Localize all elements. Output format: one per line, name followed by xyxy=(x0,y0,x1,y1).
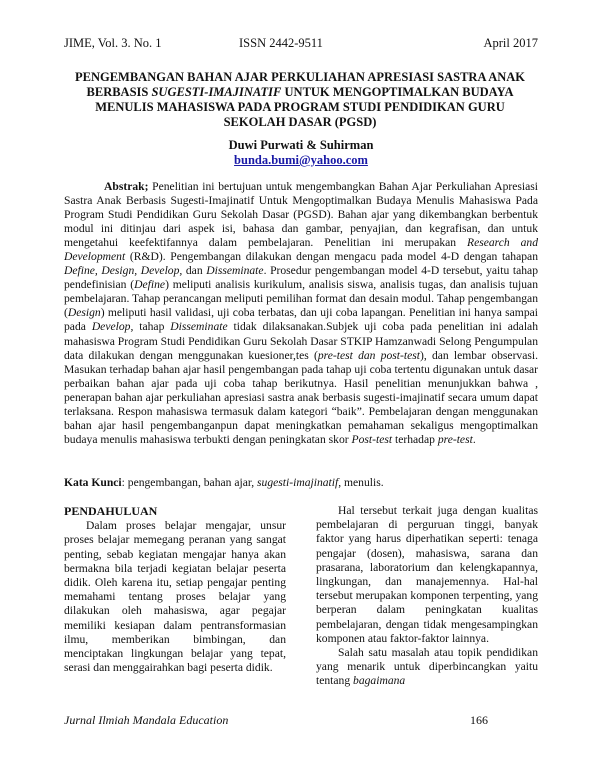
abstract-text: terhadap xyxy=(392,432,438,446)
abstract-italic: pre-test xyxy=(437,432,473,446)
abstract-text: tidak dilaksanakan.Subjek uji coba pada penelitian ini adalah mahasiswa Program Studi Pendidikan Guru Sekolah Dasar STKIP Hamzanwadi Selong Pengumpulan data dilakukan dengan menggunakan kuesioner,tes ( xyxy=(64,320,538,362)
intro-paragraph: Dalam proses belajar mengajar, unsur proses belajar memegang peranan yang sangat penting, sebab kegiatan mengajar hanya akan bermakna bila terjadi kegiatan belajar peserta didik. Oleh karena itu, setiap pengajar penting memahami tentang proses belajar yang dilakukan oleh mahasiswa, agar pegajar memiliki kesiapan dalam pentransformasian ilmu, memberikan bimbingan, dan menciptakan lingkungan belajar yang tepat, serasi dan menggairahkan bagi peserta didik. xyxy=(64,519,286,675)
keywords-label: Kata Kunci xyxy=(64,476,122,489)
paper-title xyxy=(70,70,530,130)
issue-date: April 2017 xyxy=(483,36,538,50)
left-column xyxy=(64,504,286,675)
running-footer xyxy=(64,713,538,729)
title-part-2: UNTUK MENGOPTIMALKAN BUDAYA MENULIS MAHASISWA PADA PROGRAM STUDI PENDIDIKAN GURU SEKOLAH DASAR (PGSD) xyxy=(95,85,514,129)
abstract-italic: pre-test dan post-test xyxy=(317,348,420,362)
intro-italic: bagaimana xyxy=(353,674,406,688)
abstract-text: tahap xyxy=(133,320,171,334)
abstract-text: (R&D). Pengembangan dilakukan dengan mengacu pada model 4-D dengan tahapan xyxy=(125,250,538,264)
abstract-text: . xyxy=(472,432,476,446)
author-names: Duwi Purwati & Suhirman xyxy=(228,138,374,152)
abstract-text: ) meliputi hasil validasi, uji coba terbatas, dan uji coba lapangan. Penelitian ini hanya sampai pada xyxy=(64,306,538,334)
abstract-label: Abstrak; xyxy=(104,180,149,193)
intro-paragraph: Hal tersebut terkait juga dengan kualitas pembelajaran di perguruan tinggi, banyak faktor yang harus diperhatikan seperti: tenaga pengajar (dosen), mahasiswa, sarana dan prasarana, laboratorium dan kelengkapannya, lingkungan, dan manajemennya. Hal-hal tersebut merupakan komponen terpenting, yang berperan dalam peningkatan kualitas pembelajaran, dengan tidak mengesampingkan komponen atau faktor-faktor lainnya. xyxy=(316,504,538,645)
abstract-text: Penelitian ini bertujuan untuk mengembangkan Bahan Ajar Perkuliahan Apresiasi Sastra Anak Berbasis Sugesti-Imajinatif Untuk Mengoptimalkan Budaya Menulis Mahasiswa Pada Program Studi Pendidikan Guru Sekolah Dasar (PGSD). Bahan ajar yang dikembangkan berbentuk modul ini ditinjau dari aspek isi, bahasa dan gambar, penyajian, dan kegrafisan, dan untuk mengetahui keefektifannya dalam pembelajaran. Penelitian ini merupakan xyxy=(64,180,538,250)
keywords-italic: sugesti-imajinatif xyxy=(257,476,339,489)
abstract xyxy=(64,180,538,447)
title-italic: SUGESTI-IMAJINATIF xyxy=(151,85,282,99)
title-part-1: PENGEMBANGAN BAHAN AJAR PERKULIAHAN APRESIASI SASTRA ANAK BERBASIS xyxy=(74,70,526,99)
abstract-italic: Design xyxy=(67,306,101,320)
footer-journal-name: Jurnal Ilmiah Mandala Education xyxy=(64,713,229,727)
intro-text: Salah satu masalah atau topik pendidikan yang menarik untuk diperbincangkan yaitu tentang xyxy=(316,646,538,688)
abstract-text: ), dan lembar observasi. Masukan terhadap bahan ajar hasil pengembangan pada tahap uji coba tertentu digunakan untuk dasar perbaikan bahan ajar pada uji coba tahap berikutnya. Hasil penelitian menunjukkan bahwa , penerapan bahan ajar perkuliahan apresiasi sastra anak berbasis sugesti-imajinatif secara umum dapat terlaksana. Respon mahasiswa termasuk dalam kategori “baik”. Pembelajaran dengan menggunakan bahan ajar hasil pengembanganpun dapat meningkatkan pemahaman sekaligus mengoptimalkan budaya menulis mahasiswa terbukti dengan peningkatan skor xyxy=(64,348,539,446)
abstract-italic: Research and Development xyxy=(64,236,538,264)
abstract-text: ) meliputi analisis kurikulum, analisis siswa, analisis tugas, dan analisis tujuan pembelajaran. Tahap perancangan meliputi pemilihan format dan desain modul. Tahap pengembangan ( xyxy=(64,278,538,320)
abstract-italic: Disseminate xyxy=(206,264,264,278)
author-block xyxy=(64,138,538,168)
abstract-italic: Define xyxy=(134,278,166,292)
abstract-italic: Define, Design, Develop, xyxy=(64,264,183,278)
intro-paragraph xyxy=(316,646,538,689)
issn: ISSN 2442-9511 xyxy=(239,36,323,50)
right-column xyxy=(316,504,538,689)
abstract-italic: Develop, xyxy=(91,320,134,334)
keywords-text: , menulis. xyxy=(338,476,384,489)
keywords-text: : pengembangan, bahan ajar, xyxy=(121,476,258,489)
abstract-italic: Disseminate xyxy=(170,320,228,334)
abstract-italic: Post-test xyxy=(351,432,393,446)
abstract-text: . Prosedur pengembangan model 4-D tersebut, yaitu tahap pendefinisian ( xyxy=(64,264,538,292)
page-number: 166 xyxy=(470,713,488,727)
abstract-text: dan xyxy=(182,264,207,278)
author-email-link[interactable]: bunda.bumi@yahoo.com xyxy=(234,153,368,167)
keywords xyxy=(64,476,538,490)
journal-volume: JIME, Vol. 3. No. 1 xyxy=(64,36,162,50)
section-heading: PENDAHULUAN xyxy=(64,504,158,518)
running-header xyxy=(64,36,538,52)
